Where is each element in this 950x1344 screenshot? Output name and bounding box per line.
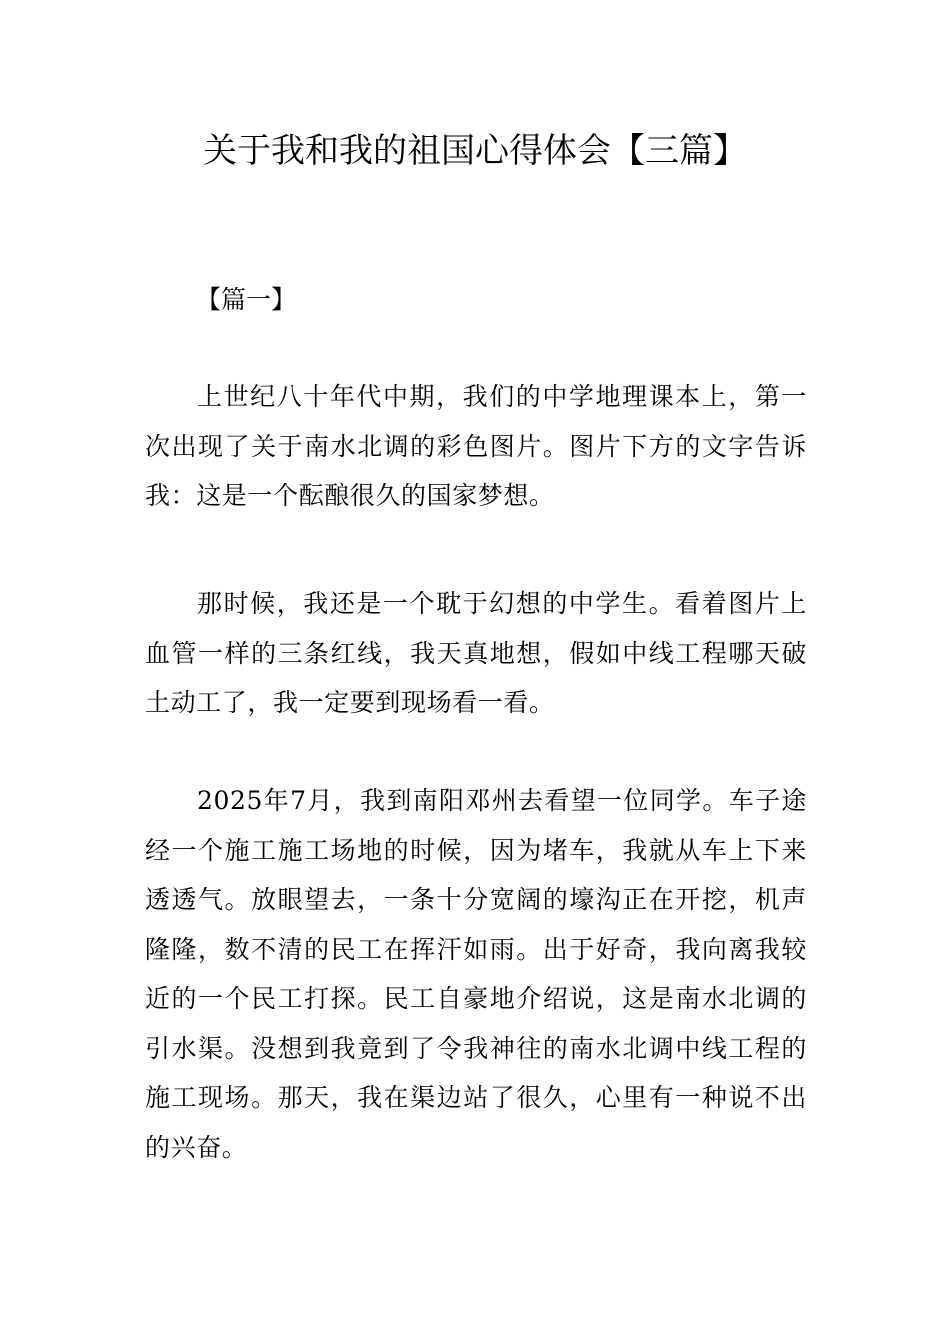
paragraph-2: 那时候，我还是一个耽于幻想的中学生。看着图片上血管一样的三条红线，我天真地想，假如中线工程哪天破土动工了，我一定要到现场看一看。 (145, 589, 807, 717)
paragraph-1: 上世纪八十年代中期，我们的中学地理课本上，第一次出现了关于南水北调的彩色图片。图片下方的文字告诉我：这是一个酝酿很久的国家梦想。 (145, 382, 807, 510)
section-heading: 【篇一】 (196, 285, 297, 314)
document-title: 关于我和我的祖国心得体会【三篇】 (203, 131, 747, 171)
paragraph-3: 2025年7月，我到南阳邓州去看望一位同学。车子途经一个施工施工场地的时候，因为堵车，我就从车上下来透透气。放眼望去，一条十分宽阔的壕沟正在开挖，机声隆隆，数不清的民工在挥汗如雨。出于好奇，我向离我较近的一个民工打探。民工自豪地介绍说，这是南水北调的引水渠。没想到我竟到了令我神往的南水北调中线工程的施工现场。那天，我在渠边站了很久，心里有一种说不出的兴奋。 (145, 786, 807, 1162)
